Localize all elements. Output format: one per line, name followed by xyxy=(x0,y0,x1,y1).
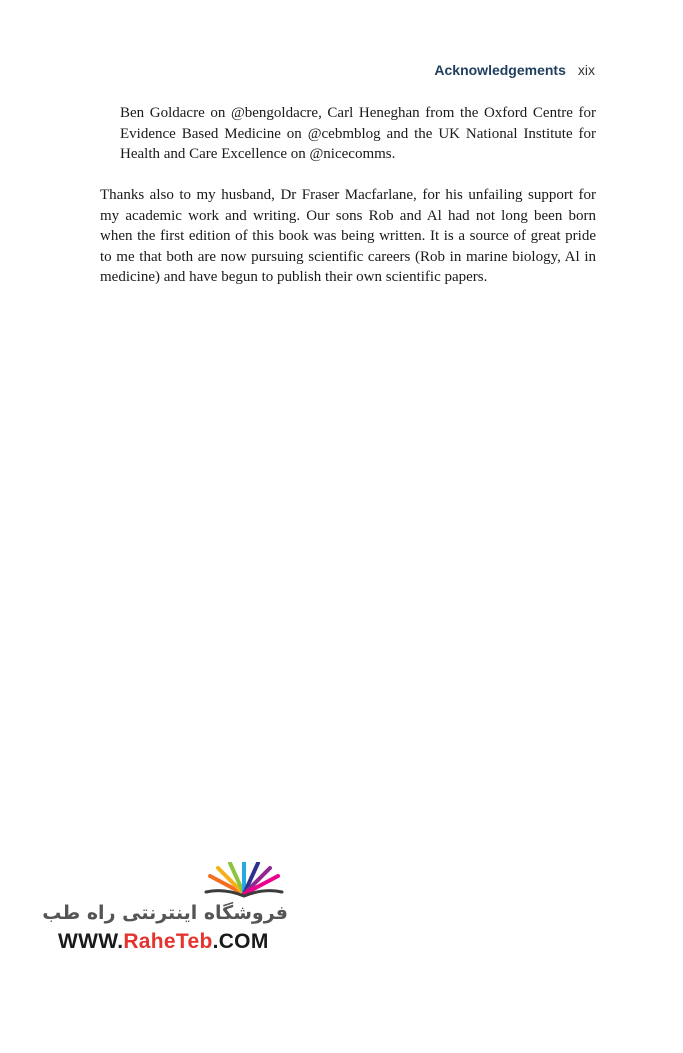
indented-paragraph: Ben Goldacre on @bengoldacre, Carl Heneghan from the Oxford Centre for Evidence Based Medicine on @cebmblog and the UK National Institute for Health and Care Excellence on @nicecomms. xyxy=(120,105,596,162)
open-book-logo-icon xyxy=(204,862,284,900)
section-title: Acknowledgements xyxy=(434,62,566,78)
page-number: xix xyxy=(577,62,595,78)
url-suffix: .COM xyxy=(212,930,269,953)
watermark xyxy=(42,862,296,962)
url-prefix: WWW. xyxy=(58,930,124,953)
store-name: فروشگاه اینترنتی راه طب xyxy=(42,902,288,924)
url-brand: RaheTeb xyxy=(123,930,213,953)
running-head xyxy=(434,61,595,79)
store-url xyxy=(58,930,269,954)
body-paragraph: Thanks also to my husband, Dr Fraser Macfarlane, for his unfailing support for my academic work and writing. Our sons Rob and Al had not long been born when the first edition of this book was being written. It is a source of great pride to me that both are now pursuing scientific careers (Rob in marine biology, Al in medicine) and have begun to publish their own scientific papers. xyxy=(100,187,596,285)
